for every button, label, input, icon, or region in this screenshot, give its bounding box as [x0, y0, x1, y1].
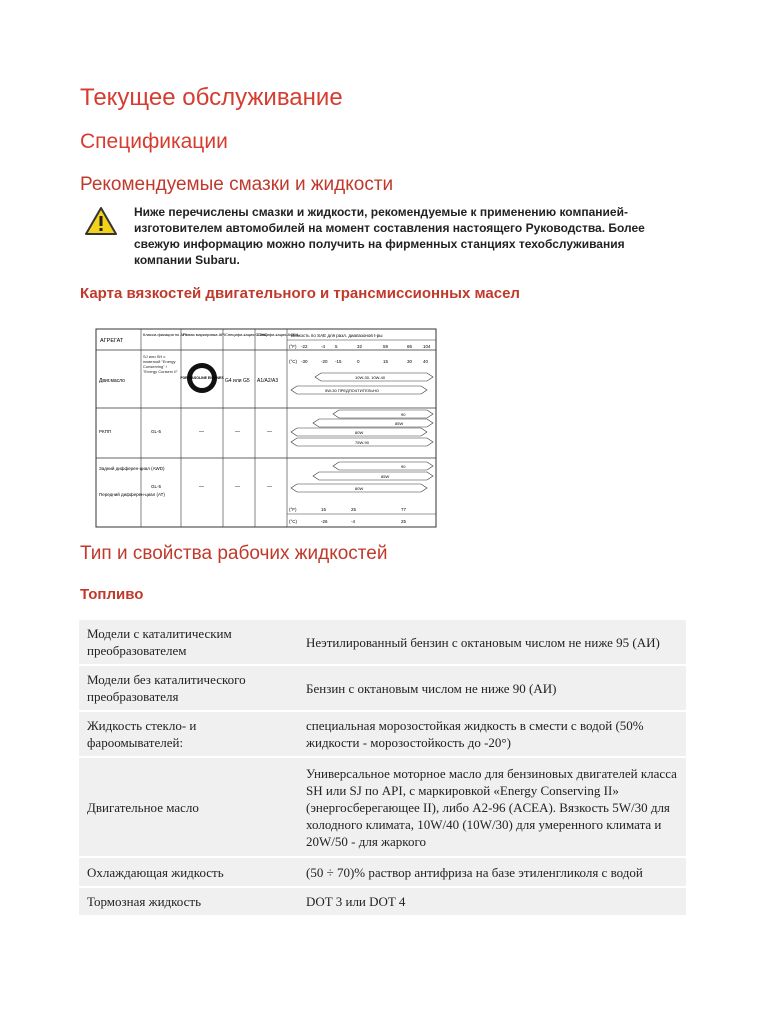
chart-temp-c-value: -20 — [321, 359, 328, 364]
table-row — [79, 666, 686, 710]
chart-temp-f-value: 59 — [383, 344, 389, 349]
table-row — [79, 888, 686, 915]
chart-gearbox-api: GL-5 — [151, 429, 162, 434]
diff-grade-arrow — [313, 472, 433, 480]
gear-grade-arrow — [333, 410, 433, 418]
chart-header-api: Класси-фикация по API — [143, 332, 187, 337]
chart-temp-f-value: 15 — [321, 507, 327, 512]
table-row — [79, 858, 686, 886]
fluid-value: DOT 3 или DOT 4 — [298, 888, 686, 915]
chart-engine-api: SJ или SH с пометкой "Energy Conserving" / "Energy Conserv II" — [143, 354, 178, 374]
chart-header-ccmc: Специфи-кация CCMC — [225, 332, 268, 337]
chart-temp-f-value: 104 — [423, 344, 431, 349]
fluid-name: Модели без каталитического преобразователя — [79, 666, 298, 710]
chart-temp-c-value: 15 — [383, 359, 389, 364]
fluid-value: (50 ÷ 70)% раствор антифриза на базе этиленгликоля с водой — [298, 858, 686, 886]
table-row — [79, 758, 686, 856]
api-logo-text: FOR GASOLINE ENGINES — [180, 376, 224, 380]
chart-row-rear-diff: Задний дифферен-циал (AWD) — [99, 466, 165, 471]
chart-temp-f-value: 25 — [351, 507, 357, 512]
warning-icon — [84, 206, 118, 236]
diff-grade-arrow — [333, 462, 433, 470]
chart-temp-c-label: (°C) — [289, 359, 298, 364]
chart-row-engine-oil: Двиг.масло — [99, 378, 125, 384]
chart-header-acea: Специфи-кация ACEA — [257, 332, 299, 337]
fluid-name: Тормозная жидкость — [79, 888, 298, 915]
chart-temp-f-label: (°F) — [289, 344, 297, 349]
chart-temp-f-value: 77 — [401, 507, 407, 512]
fuel-subtitle: Топливо — [80, 586, 144, 603]
chart-diff-api: GL-5 — [151, 484, 162, 489]
fluid-value: Неэтилированный бензин с октановым числом не ниже 95 (АИ) — [298, 620, 686, 664]
section-title: Спецификации — [80, 130, 228, 153]
chart-temp-c-value: 0 — [357, 359, 360, 364]
chart-temp-f-value: -4 — [321, 344, 326, 349]
gear-grade-arrow — [313, 419, 433, 427]
oil-grade-label: 10W-30, 10W-40 — [355, 375, 386, 380]
chart-engine-api-cell — [143, 354, 179, 384]
chart-dash: — — [235, 484, 240, 490]
table-row — [79, 620, 686, 664]
chart-temp-f-value: 32 — [357, 344, 363, 349]
table-row — [79, 712, 686, 756]
chart-dash: — — [267, 484, 272, 490]
chart-dash: — — [199, 484, 204, 490]
chart-temp-c-label: (°C) — [289, 519, 298, 524]
diff-grade-label: 85W — [381, 474, 390, 479]
chart-temp-f-value: -22 — [301, 344, 308, 349]
chart-engine-acea: A1/A2/A3 — [257, 378, 279, 384]
gear-grade-label: 85W — [395, 421, 404, 426]
chart-dash: — — [199, 429, 204, 435]
fluid-name: Модели с каталитическим преобразователем — [79, 620, 298, 664]
chart-temp-c-value: 30 — [407, 359, 413, 364]
viscosity-chart-title: Карта вязкостей двигательного и трансмиссионных масел — [80, 285, 520, 302]
fluid-name: Жидкость стекло- и фароомывателей: — [79, 712, 298, 756]
chart-temp-f-label: (°F) — [289, 507, 297, 512]
oil-grade-label: 5W-30 ПРЕДПОЧТИТЕЛЬНО — [325, 388, 379, 393]
viscosity-chart — [95, 328, 437, 528]
chart-temp-c-value: 25 — [401, 519, 407, 524]
gear-grade-label: 90 — [401, 412, 406, 417]
chart-temp-c-value: -4 — [351, 519, 356, 524]
chart-row-manual-gearbox: РКПП — [99, 429, 112, 434]
fluids-table — [79, 618, 686, 917]
fluid-name: Охлаждающая жидкость — [79, 858, 298, 886]
fluids-section-title: Тип и свойства рабочих жидкостей — [80, 543, 388, 564]
warning-note: Ниже перечислены смазки и жидкости, рекомендуемые к применению компанией-изготовителем автомобилей на момент составления настоящего Руководства. Более свежую информацию можно получить на фирменных станциях техобслуживания компании Subaru. — [134, 205, 645, 267]
diff-grade-label: 80W — [355, 486, 364, 491]
chart-temp-f-value: 86 — [407, 344, 413, 349]
chart-engine-ccmc: G4 или G5 — [225, 378, 250, 384]
chart-temp-c-value: -26 — [321, 519, 328, 524]
gear-grade-label: 80W — [355, 430, 364, 435]
chart-dash: — — [235, 429, 240, 435]
chart-temp-c-value: -30 — [301, 359, 308, 364]
chart-temp-c-value: -15 — [335, 359, 342, 364]
chart-header-sae: Вязкость по SAE для разл. диапазонов t-ры — [291, 333, 383, 338]
viscosity-chart-svg — [95, 328, 437, 528]
subsection-title: Рекомендуемые смазки и жидкости — [80, 174, 394, 195]
gear-grade-label: 75W-90 — [355, 440, 369, 445]
fluid-value: Бензин с октановым числом не ниже 90 (АИ) — [298, 666, 686, 710]
chart-temp-f-value: 5 — [335, 344, 338, 349]
diff-grade-label: 90 — [401, 464, 406, 469]
chart-header-unit: АГРЕГАТ — [100, 338, 124, 344]
chart-dash: — — [267, 429, 272, 435]
chart-header-new-api: Новая маркировка API — [183, 332, 226, 337]
chart-row-front-diff: Передний дифферен-циал (АТ) — [99, 492, 165, 497]
fluid-value: специальная морозостойкая жидкость в смести с водой (50% жидкости - морозостойкость до -20°) — [298, 712, 686, 756]
fluid-name: Двигательное масло — [79, 758, 298, 856]
page-title: Текущее обслуживание — [80, 84, 343, 111]
fluid-value: Универсальное моторное масло для бензиновых двигателей класса SH или SJ по API, с маркировкой «Energy Conserving II» (энергосберегающее II), либо A2-96 (ACEA). Вязкость 5W/30 для холодного климата, 10W/40 (10W/30) для умеренного климата и 20W/50 - для жаркого — [298, 758, 686, 856]
chart-temp-c-value: 40 — [423, 359, 429, 364]
